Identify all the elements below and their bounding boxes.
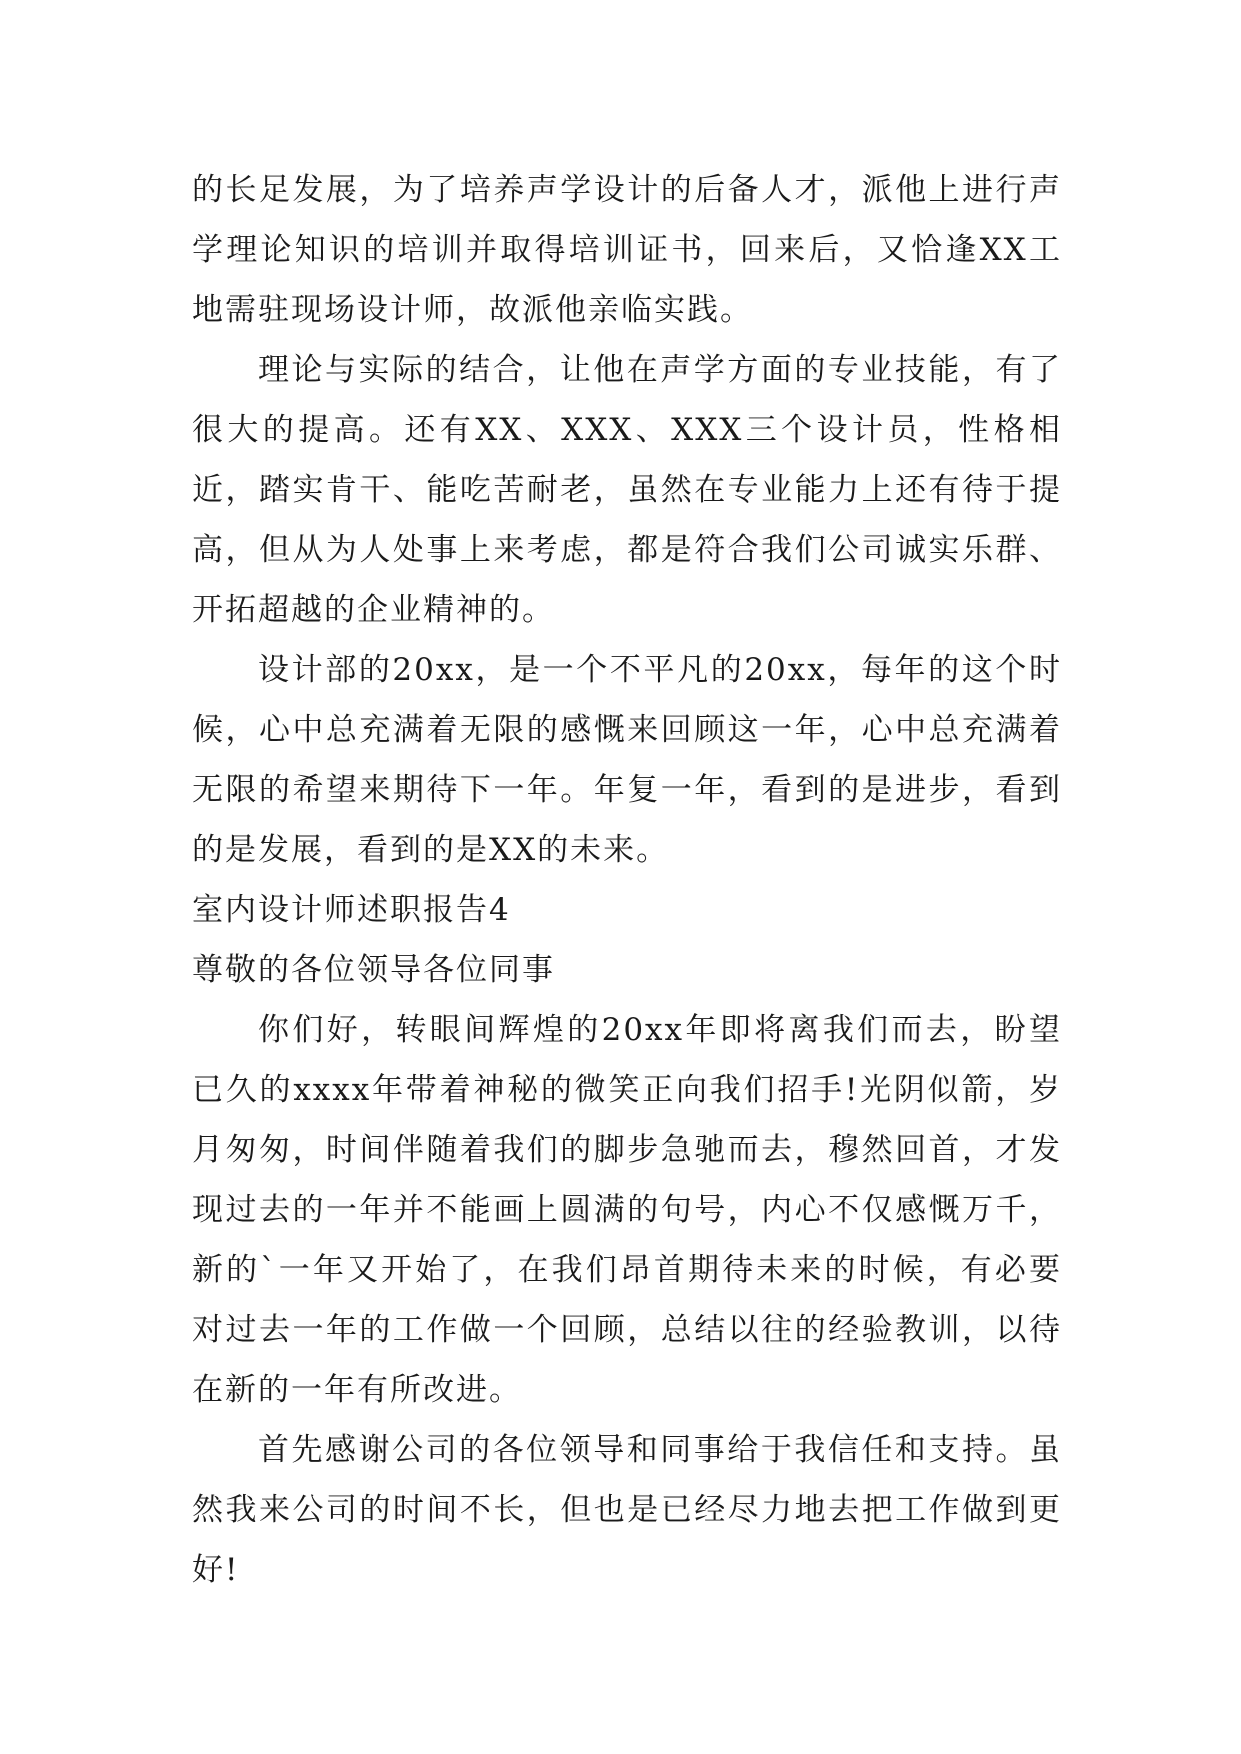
section-title: 室内设计师述职报告4 — [192, 892, 511, 928]
paragraph-design-department: 设计部的20xx，是一个不平凡的20xx，每年的这个时候，心中总充满着无限的感慨来回顾这一年，心中总充满着无限的希望来期待下一年。年复一年，看到的是进步，看到的是发展，看到的是XX的未来。 — [192, 652, 1062, 868]
paragraph-greeting: 你们好，转眼间辉煌的20xx年即将离我们而去，盼望已久的xxxx年带着神秘的微笑正向我们招手!光阴似箭，岁月匆匆，时间伴随着我们的脚步急驰而去，穆然回首，才发现过去的一年并不能画上圆满的句号，内心不仅感慨万千，新的`一年又开始了，在我们昂首期待未来的时候，有必要对过去一年的工作做一个回顾，总结以往的经验教训，以待在新的一年有所改进。 — [192, 1012, 1062, 1408]
document-body — [192, 160, 1062, 1600]
paragraph-thanks: 首先感谢公司的各位领导和同事给于我信任和支持。虽然我来公司的时间不长，但也是已经尽力地去把工作做到更好! — [192, 1432, 1062, 1588]
paragraph-continuation: 的长足发展，为了培养声学设计的后备人才，派他上进行声学理论知识的培训并取得培训证书，回来后，又恰逢XX工地需驻现场设计师，故派他亲临实践。 — [192, 172, 1062, 328]
paragraph-theory-practice: 理论与实际的结合，让他在声学方面的专业技能，有了很大的提高。还有XX、XXX、XXX三个设计员，性格相近，踏实肯干、能吃苦耐老，虽然在专业能力上还有待于提高，但从为人处事上来考虑，都是符合我们公司诚实乐群、开拓超越的企业精神的。 — [192, 352, 1062, 628]
salutation: 尊敬的各位领导各位同事 — [192, 952, 555, 988]
